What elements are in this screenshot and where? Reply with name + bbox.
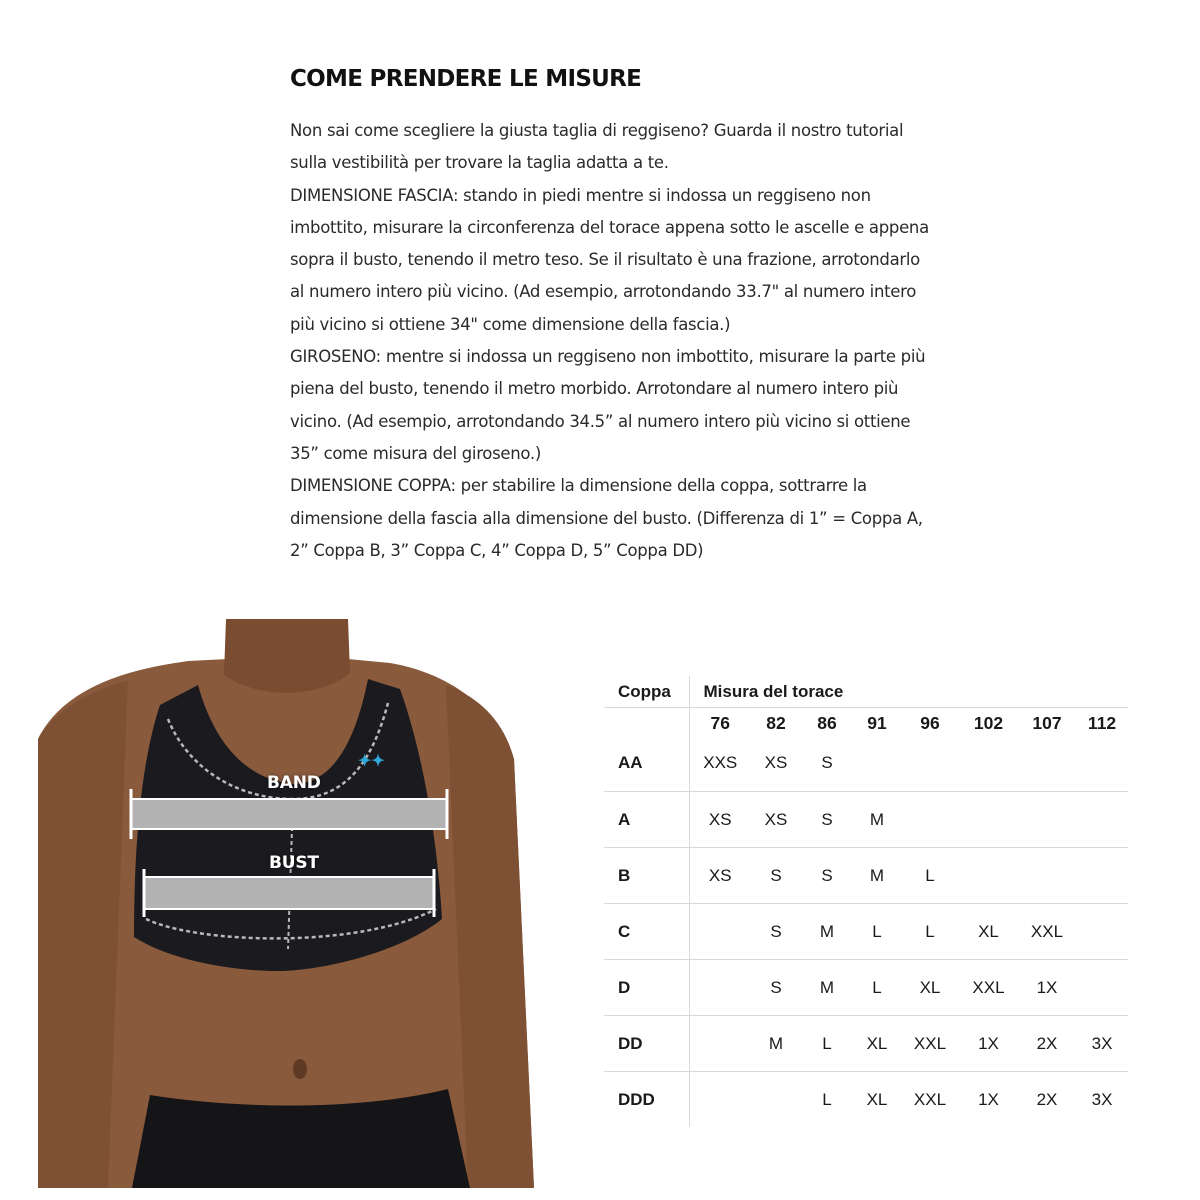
size-cell: XXS [689,734,751,792]
size-cell [689,904,751,960]
size-cell: S [751,848,801,904]
model-photo [38,619,534,1188]
size-cell: M [801,904,853,960]
cup-label: D [604,960,689,1016]
size-cell: XL [866,1089,888,1109]
size-rows [604,734,1128,1127]
size-chart-table [604,676,1128,1127]
logo-icon: ✦✦ [358,753,385,770]
size-cell: 3X [1076,1016,1128,1072]
size-cell: XL [901,960,959,1016]
navel [293,1059,307,1079]
size-cell: 2X [1018,1016,1076,1072]
intro-text [290,115,930,567]
size-cell [689,1072,751,1128]
size-row [604,1016,1128,1072]
size-cell: XXL [1018,904,1076,960]
size-row [604,734,1128,792]
size-cell: XXL [959,960,1018,1016]
cup-label: C [604,904,689,960]
band-measure-paragraph: DIMENSIONE FASCIA: stando in piedi mentre si indossa un reggiseno non imbottito, misurare la circonferenza del torace appena sotto le ascelle e appena sopra il busto, tenendo il metro teso. Se il risultato è una frazione, arrotondarlo al numero intero più vicino. (Ad esempio, arrotondando 33.7" al numero intero più vicino si ottiene 34" come dimensione della fascia.) [290,185,929,334]
size-cell [1076,792,1128,848]
size-cell [1076,848,1128,904]
size-cell [901,792,959,848]
size-cell: L [901,848,959,904]
size-cell: L [853,960,901,1016]
size-cell: S [801,848,853,904]
size-cell [689,1016,751,1072]
size-cell: 1X [978,1089,999,1109]
size-cell [1018,792,1076,848]
size-cell: XS [689,792,751,848]
size-row [604,960,1128,1016]
cup-label: DD [604,1016,689,1072]
size-cell [1076,734,1128,792]
cup-label: A [604,792,689,848]
size-cell: L [901,904,959,960]
size-cell: XS [689,848,751,904]
model-illustration [38,619,534,1188]
chest-size-header: 112 [1087,713,1117,733]
size-row [604,792,1128,848]
cup-measure-paragraph: DIMENSIONE COPPA: per stabilire la dimensione della coppa, sottrarre la dimensione della fascia alla dimensione del busto. (Differenza di 1” = Coppa A, 2” Coppa B, 3” Coppa C, 4” Coppa D, 5” Coppa DD) [290,476,923,560]
band-label: BAND [267,773,321,793]
size-cell: M [801,960,853,1016]
chest-column-header: Misura del torace [689,676,1128,708]
page-title: COME PRENDERE LE MISURE [290,66,642,92]
size-cell: 2X [1036,1089,1058,1109]
neck-skin [224,619,350,693]
chest-size-row [604,708,1128,735]
band-measure-strip [131,799,447,829]
bust-measure-strip [144,877,434,909]
size-cell [1076,904,1128,960]
bust-label: BUST [269,853,319,873]
size-cell [901,734,959,792]
size-row [604,1072,1128,1128]
size-cell: M [751,1016,801,1072]
size-cell [1018,848,1076,904]
cup-label: AA [604,734,689,792]
size-cell [1076,960,1128,1016]
size-cell: S [751,904,801,960]
size-cell: XL [853,1016,901,1072]
size-row [604,848,1128,904]
size-cell: 1X [1018,960,1076,1016]
chest-size-header: 91 [867,713,887,733]
size-cell: L [853,904,901,960]
cup-column-header: Coppa [604,676,689,708]
size-cell: S [801,734,853,792]
size-cell: 1X [959,1016,1018,1072]
cup-label: B [604,848,689,904]
size-cell [959,792,1018,848]
chest-size-header: 82 [766,713,786,733]
size-cell [1018,734,1076,792]
size-cell: XXL [913,1089,947,1109]
chest-size-header: 76 [710,713,730,733]
chest-size-header: 96 [920,713,940,733]
intro-paragraph: Non sai come scegliere la giusta taglia di reggiseno? Guarda il nostro tutorial sulla vestibilità per trovare la taglia adatta a te. [290,121,904,173]
size-cell [959,848,1018,904]
size-cell: XXL [901,1016,959,1072]
bust-measure-paragraph: GIROSENO: mentre si indossa un reggiseno non imbottito, misurare la parte più piena del busto, tenendo il metro morbido. Arrotondare al numero intero più vicino. (Ad esempio, arrotondando 34.5” al numero intero più vicino si ottiene 35” come misura del giroseno.) [290,347,926,463]
size-cell: XS [751,734,801,792]
chest-size-header: 86 [817,713,837,733]
size-cell: M [853,792,901,848]
size-cell: XS [751,792,801,848]
size-cell: XL [959,904,1018,960]
size-cell: L [801,1016,853,1072]
size-cell [959,734,1018,792]
size-cell: S [801,792,853,848]
size-cell [853,734,901,792]
size-cell [751,1072,801,1128]
chest-size-header: 107 [1032,713,1062,733]
size-row [604,904,1128,960]
size-cell [689,960,751,1016]
cup-label: DDD [604,1072,689,1128]
chest-size-header: 102 [973,713,1004,733]
size-cell: M [853,848,901,904]
size-cell: S [751,960,801,1016]
size-cell: 3X [1091,1089,1113,1109]
size-cell: L [822,1089,832,1109]
